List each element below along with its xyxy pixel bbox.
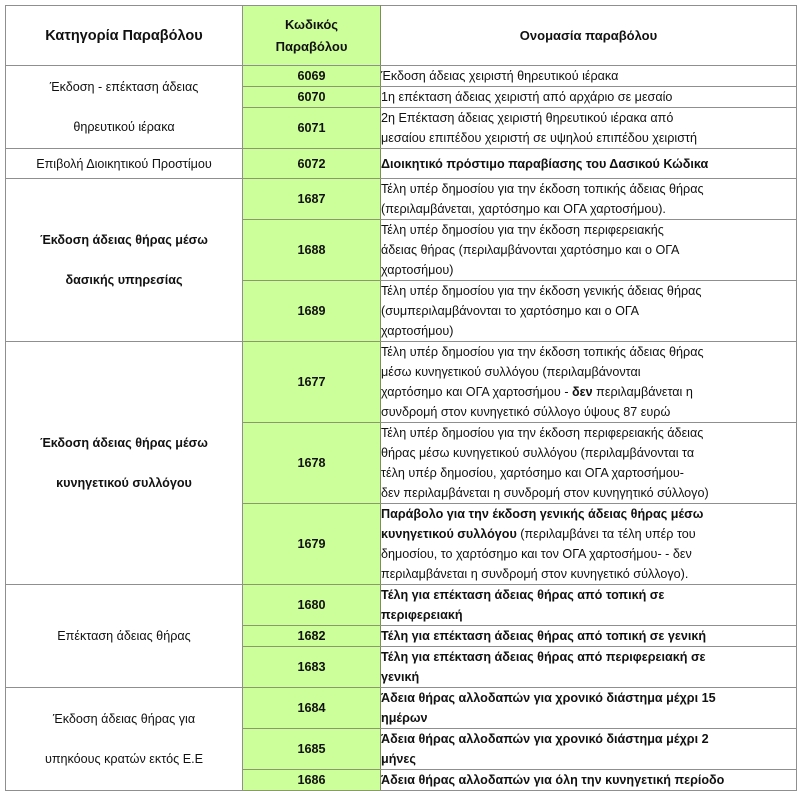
code-cell: 6071	[243, 108, 381, 149]
category-cell	[6, 342, 243, 585]
name-cell	[381, 647, 797, 688]
name-cell	[381, 423, 797, 504]
name-line: Τέλη υπέρ δημοσίου για την έκδοση γενικής άδειας θήρας	[381, 284, 702, 298]
header-code	[243, 6, 381, 66]
table-row	[6, 149, 797, 179]
name-line: μέσω κυνηγετικού συλλόγου (περιλαμβάνονται	[381, 365, 641, 379]
name-cell: Τέλη για επέκταση άδειας θήρας από τοπική σε γενική	[381, 626, 797, 647]
code-cell: 1688	[243, 220, 381, 281]
header-code-line2: Παραβόλου	[275, 38, 348, 54]
header-name-text: Ονομασία παραβόλου	[519, 27, 658, 43]
code-cell: 1678	[243, 423, 381, 504]
table-row	[6, 66, 797, 87]
name-cell	[381, 108, 797, 149]
name-line: ημέρων	[381, 711, 428, 725]
name-emphasis: Παράβολο για την έκδοση γενικής άδειας θήρας μέσω	[381, 507, 704, 521]
name-emphasis: δεν	[572, 385, 593, 399]
name-line: Τέλη υπέρ δημοσίου για την έκδοση περιφερειακής άδειας	[381, 426, 704, 440]
name-line: Τέλη υπέρ δημοσίου για την έκδοση τοπικής άδειας θήρας	[381, 345, 704, 359]
name-cell: Άδεια θήρας αλλοδαπών για όλη την κυνηγετική περίοδο	[381, 770, 797, 791]
name-line: (περιλαμβάνει τα τέλη υπέρ του	[516, 527, 696, 541]
category-cell: Επιβολή Διοικητικού Προστίμου	[6, 149, 243, 179]
name-line: χαρτοσήμου)	[381, 263, 454, 277]
name-cell: 1η επέκταση άδειας χειριστή από αρχάριο σε μεσαίο	[381, 87, 797, 108]
table-row	[6, 342, 797, 423]
code-cell: 1687	[243, 179, 381, 220]
code-cell: 1686	[243, 770, 381, 791]
name-line: χαρτόσημο και ΟΓΑ χαρτοσήμου -	[381, 385, 573, 399]
name-cell	[381, 220, 797, 281]
header-code-line1: Κωδικός	[284, 16, 339, 32]
code-cell: 1685	[243, 729, 381, 770]
header-category	[6, 6, 243, 66]
category-line2: κυνηγετικού συλλόγου	[56, 476, 192, 490]
category-line1: Έκδοση άδειας θήρας για	[52, 712, 196, 726]
name-line: τέλη υπέρ δημοσίου, χαρτόσημο και ΟΓΑ χαρτοσήμου-	[381, 466, 684, 480]
name-line: Τέλη για επέκταση άδειας θήρας από τοπική σε	[381, 588, 665, 602]
name-line: Τέλη υπέρ δημοσίου για την έκδοση τοπικής άδειας θήρας	[381, 182, 704, 196]
code-cell: 1684	[243, 688, 381, 729]
table-row	[6, 585, 797, 626]
name-line: γενική	[381, 670, 420, 684]
name-line: άδειας θήρας (περιλαμβάνονται χαρτόσημο και ο ΟΓΑ	[381, 243, 680, 257]
code-cell: 6072	[243, 149, 381, 179]
category-cell	[6, 179, 243, 342]
code-cell: 1683	[243, 647, 381, 688]
header-category-text: Κατηγορία Παραβόλου	[45, 27, 203, 44]
category-line1: Έκδοση - επέκταση άδειας	[49, 80, 199, 94]
name-cell	[381, 342, 797, 423]
name-line: Τέλη για επέκταση άδειας θήρας από περιφερειακή σε	[381, 650, 706, 664]
name-line: (περιλαμβάνεται, χαρτόσημο και ΟΓΑ χαρτοσήμου).	[381, 202, 666, 216]
category-cell	[6, 66, 243, 149]
category-line1: Έκδοση άδειας θήρας μέσω	[40, 436, 208, 450]
name-line: δεν περιλαμβάνεται η συνδρομή στον κυνηγητικό σύλλογο)	[381, 486, 709, 500]
header-name	[381, 6, 797, 66]
name-line: 2η Επέκταση άδειας χειριστή θηρευτικού ιέρακα από	[381, 111, 674, 125]
name-line: χαρτοσήμου)	[381, 324, 454, 338]
category-line2: υπηκόους κρατών εκτός Ε.Ε	[44, 752, 204, 766]
name-cell	[381, 729, 797, 770]
name-line: Τέλη υπέρ δημοσίου για την έκδοση περιφερειακής	[381, 223, 664, 237]
name-line: περιλαμβάνεται η συνδρομή στον κυνηγετικό σύλλογο).	[381, 567, 689, 581]
code-cell: 6069	[243, 66, 381, 87]
name-line: (συμπεριλαμβάνονται το χαρτόσημο και ο ΟΓΑ	[381, 304, 640, 318]
category-line2: δασικής υπηρεσίας	[65, 273, 183, 287]
name-cell	[381, 504, 797, 585]
name-cell: Διοικητικό πρόστιμο παραβίασης του Δασικού Κώδικα	[381, 149, 797, 179]
code-cell: 1682	[243, 626, 381, 647]
fees-table	[5, 5, 797, 791]
name-cell	[381, 585, 797, 626]
code-cell: 1689	[243, 281, 381, 342]
name-cell	[381, 281, 797, 342]
code-cell: 1679	[243, 504, 381, 585]
code-cell: 1680	[243, 585, 381, 626]
name-line: θήρας μέσω κυνηγετικού συλλόγου (περιλαμβάνονται τα	[381, 446, 695, 460]
name-line: μήνες	[381, 752, 416, 766]
name-cell	[381, 179, 797, 220]
name-line: περιλαμβάνεται η	[592, 385, 693, 399]
name-cell: Έκδοση άδειας χειριστή θηρευτικού ιέρακα	[381, 66, 797, 87]
table-row	[6, 688, 797, 729]
category-line2: θηρευτικού ιέρακα	[73, 120, 175, 134]
name-line: Άδεια θήρας αλλοδαπών για χρονικό διάστημα μέχρι 2	[381, 732, 709, 746]
name-line: Άδεια θήρας αλλοδαπών για χρονικό διάστημα μέχρι 15	[381, 691, 716, 705]
code-cell: 6070	[243, 87, 381, 108]
name-line: δημοσίου, το χαρτόσημο και τον ΟΓΑ χαρτοσήμου- - δεν	[381, 547, 692, 561]
header-row	[6, 6, 797, 66]
category-line1: Έκδοση άδειας θήρας μέσω	[40, 233, 208, 247]
name-cell	[381, 688, 797, 729]
category-cell	[6, 688, 243, 791]
category-cell: Επέκταση άδειας θήρας	[6, 585, 243, 688]
name-line: μεσαίου επιπέδου χειριστή σε υψηλού επιπέδου χειριστή	[381, 131, 697, 145]
name-emphasis: κυνηγετικού συλλόγου	[381, 527, 517, 541]
code-cell: 1677	[243, 342, 381, 423]
name-line: περιφερειακή	[381, 608, 463, 622]
table-row	[6, 179, 797, 220]
name-line: συνδρομή στον κυνηγετικό σύλλογο ύψους 87 ευρώ	[381, 405, 671, 419]
